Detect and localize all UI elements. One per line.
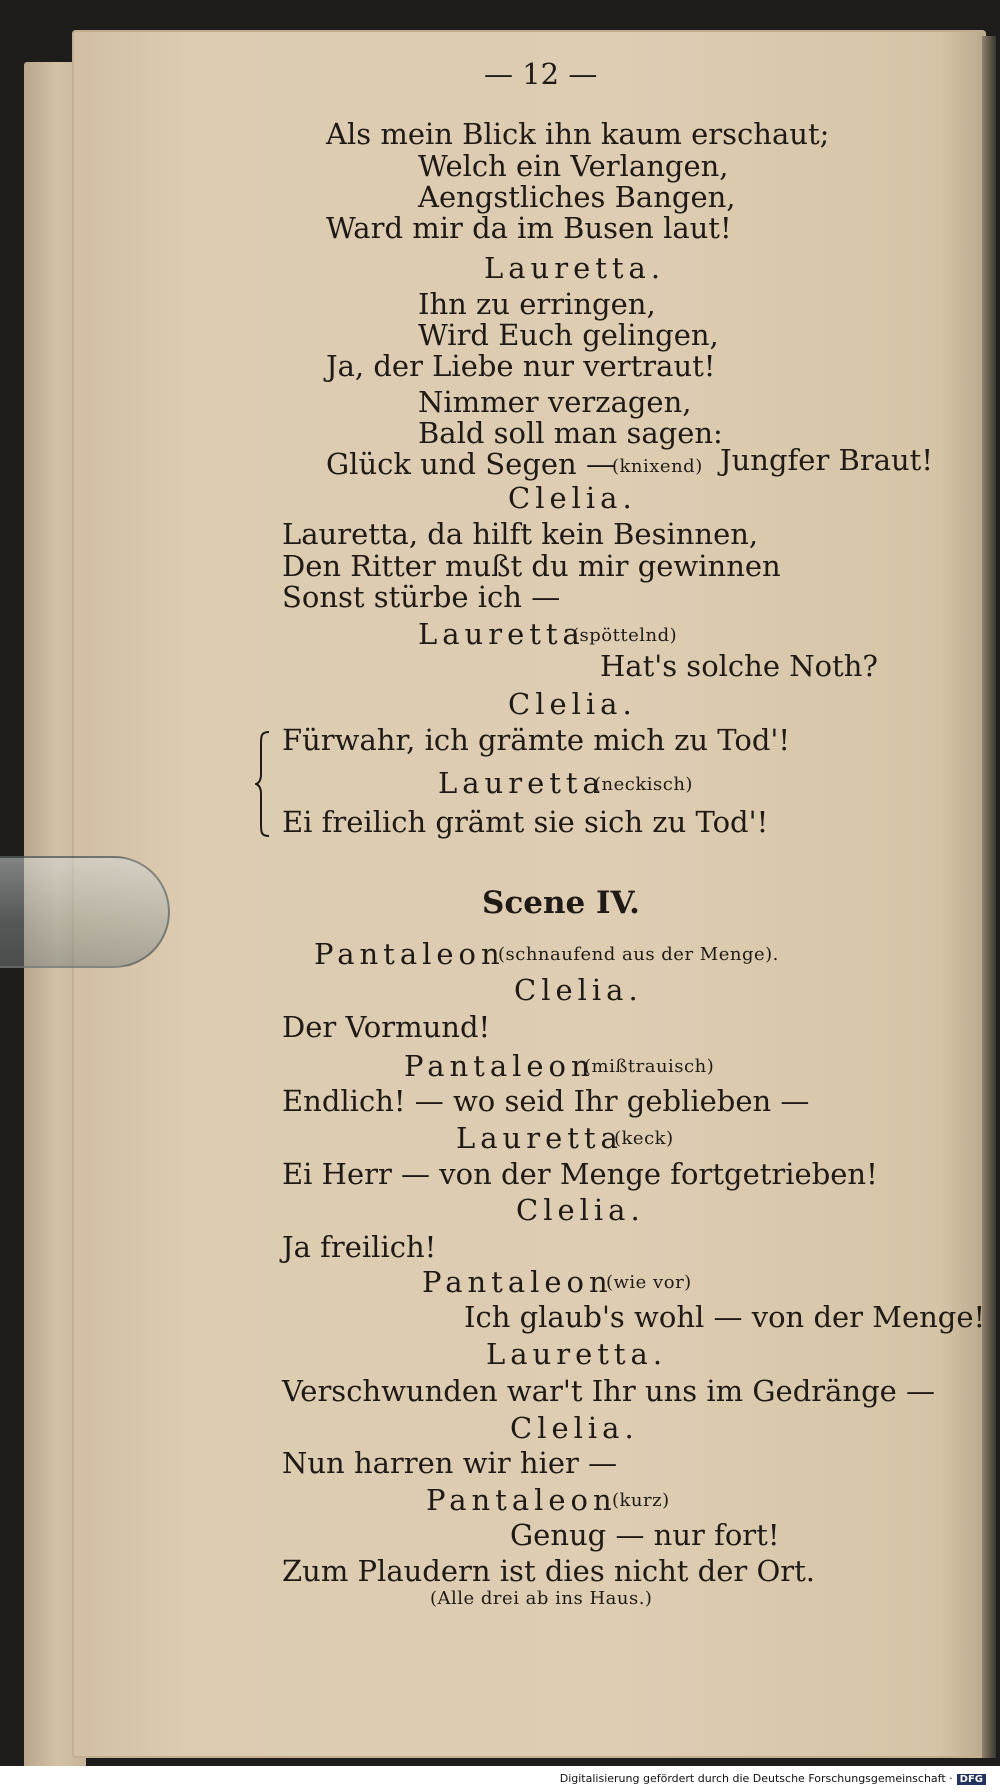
speaker-name: Clelia. (508, 687, 637, 721)
speaker-name: Lauretta (456, 1121, 623, 1155)
brace-bracket (255, 730, 271, 838)
text-line: Aengstliches Bangen, (418, 180, 736, 214)
text-line: Jungfer Braut! (720, 443, 933, 477)
stage-direction: (spöttelnd) (572, 625, 678, 646)
speaker-name: Lauretta (418, 617, 585, 651)
text-line: Nimmer verzagen, (418, 385, 692, 419)
speaker-name: Lauretta. (484, 251, 666, 285)
speaker-name: Lauretta. (486, 1337, 668, 1371)
scene-heading: Scene IV. (482, 885, 640, 921)
stage-direction: (neckisch) (594, 774, 693, 795)
speaker-name: Clelia. (514, 973, 643, 1007)
footer-credit (560, 1772, 986, 1785)
page-number: — 12 — (484, 57, 598, 91)
stage-direction: (schnaufend aus der Menge). (498, 944, 779, 965)
speaker-name: Pantaleon (314, 937, 505, 971)
text-line: Genug — nur fort! (510, 1518, 780, 1552)
text-line: Lauretta, da hilft kein Besinnen, (282, 517, 759, 551)
speaker-name: Pantaleon (422, 1265, 613, 1299)
spine-shadow (982, 36, 996, 1758)
text-line: Fürwahr, ich grämte mich zu Tod'! (282, 723, 791, 757)
text-line: Welch ein Verlangen, (418, 149, 729, 183)
text-line: Ja freilich! (282, 1230, 437, 1264)
text-line: Verschwunden war't Ihr uns im Gedränge — (282, 1374, 936, 1408)
text-line: Ihn zu erringen, (418, 287, 656, 321)
speaker-name: Clelia. (510, 1411, 639, 1445)
speaker-name: Pantaleon (404, 1049, 595, 1083)
text-line: Ward mir da im Busen laut! (326, 211, 732, 245)
text-line: Der Vormund! (282, 1010, 491, 1044)
text-line: Hat's solche Noth? (600, 649, 878, 683)
stage-direction: (mißtrauisch) (584, 1056, 715, 1077)
text-line: Ja, der Liebe nur vertraut! (326, 349, 716, 383)
stage-direction: (knixend) (612, 456, 703, 477)
speaker-name: Lauretta (438, 766, 605, 800)
text-line: Sonst stürbe ich — (282, 580, 561, 614)
text-line: Ei Herr — von der Menge fortgetrieben! (282, 1157, 878, 1191)
speaker-name: Pantaleon (426, 1483, 617, 1517)
text-line: Ich glaub's wohl — von der Menge! (464, 1300, 986, 1334)
page-clip (0, 856, 170, 968)
speaker-name: Clelia. (508, 481, 637, 515)
text-line: Nun harren wir hier — (282, 1446, 618, 1480)
dfg-logo-icon: DFG (957, 1774, 986, 1785)
text-line: Zum Plaudern ist dies nicht der Ort. (282, 1554, 815, 1588)
text-line: Glück und Segen — (326, 447, 615, 481)
stage-direction: (kurz) (612, 1490, 670, 1511)
text-line: Den Ritter mußt du mir gewinnen (282, 549, 781, 583)
text-line: Endlich! — wo seid Ihr geblieben — (282, 1084, 810, 1118)
text-line: Als mein Blick ihn kaum erschaut; (326, 117, 830, 151)
digitization-footer (0, 1766, 1000, 1792)
text-line: Bald soll man sagen: (418, 416, 723, 450)
stage-direction: (Alle drei ab ins Haus.) (430, 1588, 653, 1609)
text-line: Ei freilich grämt sie sich zu Tod'! (282, 805, 769, 839)
text-line: Wird Euch gelingen, (418, 318, 719, 352)
stage-direction: (keck) (614, 1128, 674, 1149)
footer-credit-text: Digitalisierung gefördert durch die Deutsche Forschungsgemeinschaft · (559, 1772, 953, 1785)
stage-direction: (wie vor) (606, 1272, 692, 1293)
speaker-name: Clelia. (516, 1193, 645, 1227)
